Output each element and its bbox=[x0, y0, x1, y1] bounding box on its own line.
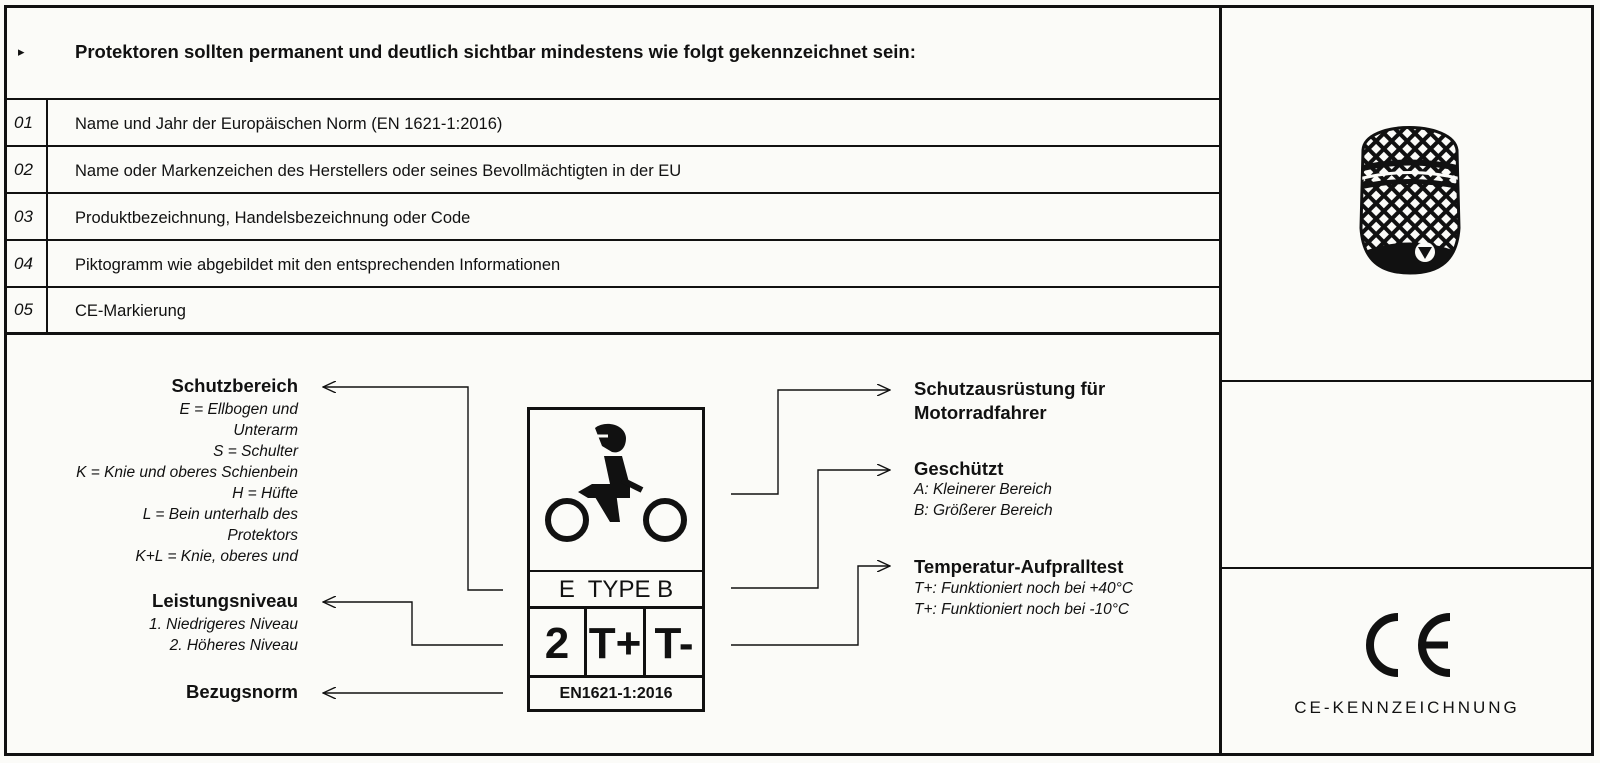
row-text: Piktogramm wie abgebildet mit den entsprechenden Informationen bbox=[75, 256, 561, 274]
schutzausruestung-title: Motorradfahrer bbox=[914, 402, 1047, 423]
pictogram-t-minus: T- bbox=[654, 619, 694, 668]
bezugsnorm-title: Bezugsnorm bbox=[185, 681, 298, 702]
ce-label: CE-KENNZEICHNUNG bbox=[1294, 698, 1520, 717]
schutzbereich-line: K = Knie und oberes Schienbein bbox=[76, 464, 298, 481]
geschuetzt-line: B: Größerer Bereich bbox=[914, 502, 1053, 519]
connector-schutzbereich bbox=[323, 387, 503, 590]
pictogram-icon-area bbox=[530, 410, 702, 572]
schutzbereich-line: Protektors bbox=[227, 527, 298, 544]
motorcyclist-icon bbox=[530, 410, 702, 570]
pictogram-level: 2 bbox=[544, 619, 570, 668]
pictogram-t-plus: T+ bbox=[588, 619, 642, 668]
row-text: Produktbezeichnung, Handelsbezeichnung oder Code bbox=[75, 209, 471, 227]
leistungsniveau-line: 2. Höheres Niveau bbox=[169, 637, 298, 654]
temperatur-title: Temperatur-Aufpralltest bbox=[914, 556, 1124, 577]
row-number: 04 bbox=[14, 254, 33, 273]
schutzbereich-line: S = Schulter bbox=[213, 443, 298, 460]
schutzbereich-line: Unterarm bbox=[233, 422, 298, 439]
pictogram-type-label: E TYPE B bbox=[530, 570, 702, 609]
schutzbereich-title: Schutzbereich bbox=[171, 375, 298, 396]
temperatur-line: T+: Funktioniert noch bei -10°C bbox=[914, 601, 1130, 618]
pictogram-norm: EN1621-1:2016 bbox=[559, 685, 673, 702]
ce-mark-icon bbox=[1358, 611, 1458, 679]
row-text: Name und Jahr der Europäischen Norm (EN 1621-1:2016) bbox=[75, 115, 503, 133]
connector-leistungsniveau bbox=[323, 602, 503, 645]
connector-schutzausruestung bbox=[731, 390, 890, 494]
schutzbereich-line: L = Bein unterhalb des bbox=[142, 506, 298, 523]
row-text: CE-Markierung bbox=[75, 302, 186, 320]
geschuetzt-line: A: Kleinerer Bereich bbox=[914, 481, 1052, 498]
leistungsniveau-title: Leistungsniveau bbox=[152, 590, 298, 611]
geschuetzt-title: Geschützt bbox=[914, 458, 1004, 479]
connector-temperatur bbox=[731, 566, 890, 645]
pictogram-cells bbox=[530, 609, 702, 678]
schutzbereich-line: H = Hüfte bbox=[232, 485, 298, 502]
row-number: 03 bbox=[14, 207, 33, 226]
schutzausruestung-title: Schutzausrüstung für bbox=[914, 378, 1106, 399]
motorcycle-pictogram bbox=[527, 407, 705, 712]
leistungsniveau-line: 1. Niedrigeres Niveau bbox=[148, 616, 298, 633]
temperatur-line: T+: Funktioniert noch bei +40°C bbox=[914, 580, 1134, 597]
schutzbereich-line: K+L = Knie, oberes und bbox=[135, 548, 298, 565]
header-title: Protektoren sollten permanent und deutlich sichtbar mindestens wie folgt gekennzeichnet sein: bbox=[75, 41, 916, 62]
connector-geschuetzt bbox=[731, 470, 890, 588]
protector-illustration-icon bbox=[1345, 110, 1475, 280]
row-number: 01 bbox=[14, 113, 33, 132]
row-number: 02 bbox=[14, 160, 33, 179]
header-arrow-icon: ▸ bbox=[18, 44, 25, 59]
row-text: Name oder Markenzeichen des Herstellers oder seines Bevollmächtigten in der EU bbox=[75, 162, 682, 180]
schutzbereich-line: E = Ellbogen und bbox=[179, 401, 298, 418]
row-number: 05 bbox=[14, 300, 33, 319]
